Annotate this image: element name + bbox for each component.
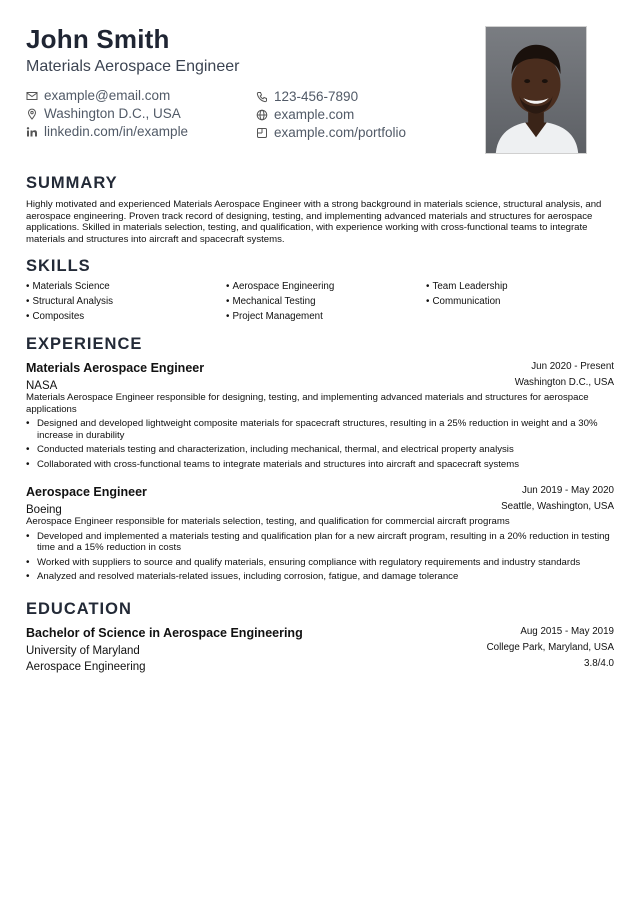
linkedin-icon: [26, 126, 38, 138]
contact-phone[interactable]: [256, 89, 358, 104]
job-location: Washington D.C., USA: [514, 377, 614, 388]
job-bullets: [26, 418, 614, 470]
location-icon: [26, 108, 38, 120]
job-description: Aerospace Engineer responsible for materials selection, testing, and qualification for commercial aircraft programs: [26, 516, 510, 527]
education-degree: Bachelor of Science in Aerospace Engineering: [26, 626, 303, 640]
job-bullet: • Designed and developed lightweight composite materials for spacecraft structures, resulting in a 25% reduction in weight and a 30% increase in durability: [26, 418, 614, 441]
summary-text: Highly motivated and experienced Materials Aerospace Engineer with a strong background in materials science, structural analysis, and aerospace engineering. Proven track record of designing, testing, and implementing advanced materials and structures for aerospace applications. Skilled in materials selection, testing, and qualification, with experience working with cross-functional teams to integrate materials and structures into aircraft and spacecraft systems.: [26, 199, 602, 245]
job-bullet: • Developed and implemented a materials testing and qualification plan for a new aircraft program, resulting in a 20% reduction in testing time and a 15% reduction in costs: [26, 531, 614, 554]
education-date: Aug 2015 - May 2019: [520, 626, 614, 637]
contact-website-text: example.com: [274, 107, 355, 122]
job-bullet: • Conducted materials testing and characterization, including mechanical, thermal, and electrical property analysis: [26, 444, 614, 456]
skill-item: • Composites: [26, 311, 84, 322]
portfolio-icon: [256, 127, 268, 139]
contact-website[interactable]: [256, 107, 354, 122]
education-gpa: 3.8/4.0: [584, 658, 614, 669]
job-bullets: [26, 531, 614, 583]
contact-email-text: example@email.com: [44, 88, 171, 103]
phone-icon: [256, 91, 268, 103]
education-entry: [26, 624, 614, 673]
education-major: Aerospace Engineering: [26, 661, 146, 673]
job-bullet: • Worked with suppliers to source and qualify materials, ensuring compliance with regulatory requirements and industry standards: [26, 557, 614, 569]
contact-location: [26, 106, 181, 121]
skills-heading: SKILLS: [26, 257, 91, 275]
education-school: University of Maryland: [26, 645, 140, 657]
skill-item: • Communication: [426, 296, 501, 307]
job-entry: [26, 359, 614, 473]
contact-linkedin-text: linkedin.com/in/example: [44, 124, 189, 139]
job-company: Boeing: [26, 504, 62, 516]
contact-portfolio[interactable]: [256, 125, 406, 140]
profile-photo: [485, 26, 587, 154]
email-icon: [26, 90, 38, 102]
skill-item: • Structural Analysis: [26, 296, 113, 307]
job-bullet: • Collaborated with cross-functional teams to integrate materials and structures into aircraft and spacecraft systems: [26, 459, 614, 471]
contact-portfolio-text: example.com/portfolio: [274, 125, 407, 140]
job-bullet: • Analyzed and resolved materials-related issues, including corrosion, fatigue, and damage tolerance: [26, 571, 614, 583]
skill-item: • Materials Science: [26, 281, 110, 292]
job-location: Seattle, Washington, USA: [501, 501, 614, 512]
job-role: Materials Aerospace Engineer: [26, 361, 205, 375]
contact-email[interactable]: [26, 88, 170, 103]
candidate-title: Materials Aerospace Engineer: [26, 58, 240, 75]
job-entry: [26, 483, 614, 586]
job-role: Aerospace Engineer: [26, 485, 147, 499]
job-date: Jun 2020 - Present: [531, 361, 614, 372]
education-heading: EDUCATION: [26, 600, 132, 618]
contact-phone-text: 123-456-7890: [274, 89, 359, 104]
contact-linkedin[interactable]: [26, 124, 188, 139]
education-location: College Park, Maryland, USA: [486, 642, 614, 653]
job-description: Materials Aerospace Engineer responsible for designing, testing, and implementing advanced materials and structures for aerospace applications: [26, 392, 589, 415]
skill-item: • Aerospace Engineering: [226, 281, 334, 292]
skill-item: • Team Leadership: [426, 281, 508, 292]
summary-heading: SUMMARY: [26, 174, 118, 192]
contact-location-text: Washington D.C., USA: [44, 106, 181, 121]
resume-header: [26, 0, 614, 160]
candidate-name: John Smith: [26, 24, 170, 54]
job-company: NASA: [26, 380, 58, 392]
experience-heading: EXPERIENCE: [26, 335, 143, 353]
skill-item: • Mechanical Testing: [226, 296, 316, 307]
job-date: Jun 2019 - May 2020: [521, 485, 614, 496]
globe-icon: [256, 109, 268, 121]
skill-item: • Project Management: [226, 311, 323, 322]
